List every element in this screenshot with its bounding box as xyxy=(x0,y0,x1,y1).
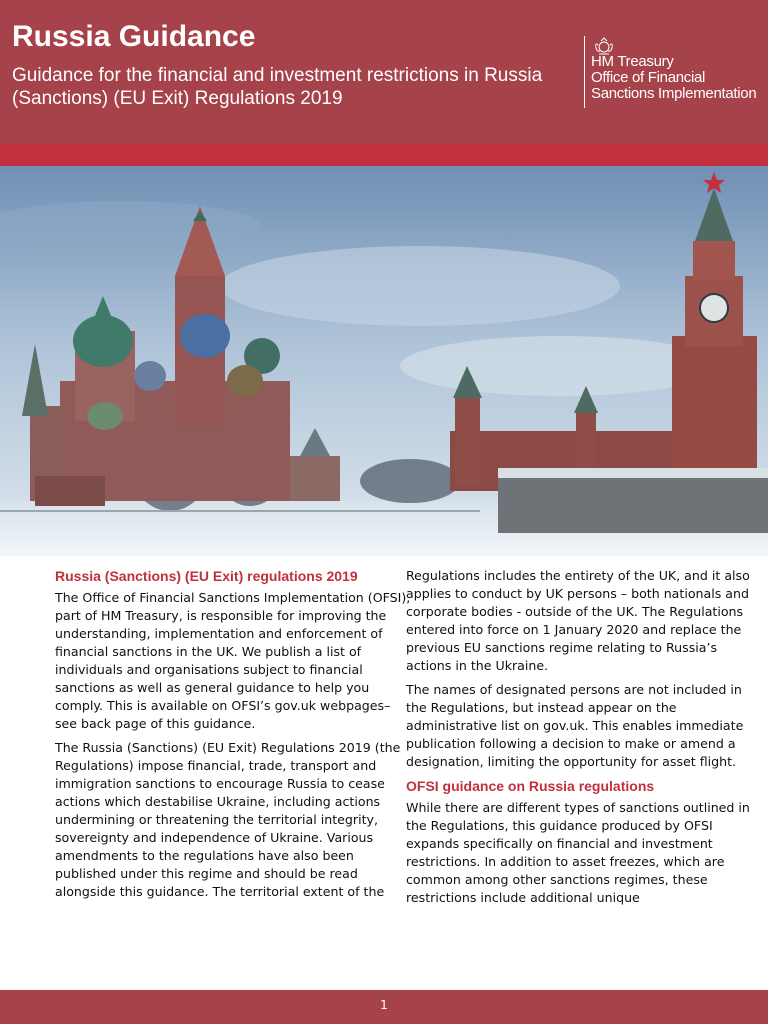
section-heading-ofsi-guidance: OFSI guidance on Russia regulations xyxy=(406,778,655,794)
paragraph-territorial-extent: Regulations includes the entirety of the UK, and it also applies to conduct by UK persons – both nationals and corporate bodies - outside of the UK. The Regulations entered into force on 1 January 2020 and replace the previous EU sanctions regime relating to Russia’s actions in the Ukraine. xyxy=(406,568,750,673)
page-subtitle: Guidance for the financial and investment restrictions in Russia (Sanctions) (EU Exit) Regulations 2019 xyxy=(12,65,543,109)
paragraph-designated-persons: The names of designated persons are not included in the Regulations, but instead appear on the administrative list on gov.uk. This enables immediate publication following a decision to make or amend a designation, limiting the opportunity for asset flight. xyxy=(406,682,744,769)
header-accent-strip xyxy=(0,144,768,166)
paragraph-regulations: The Russia (Sanctions) (EU Exit) Regulations 2019 (the Regulations) impose financial, trade, transport and immigration sanctions to encourage Russia to cease actions which destabilise Ukraine, including actions undermining or threatening the territorial integrity, sovereignty and independence of Ukraine. Various amendments to the regulations have also been published under this regime and should be read alongside this guidance. The territorial extent of the xyxy=(55,740,401,899)
paragraph-ofsi-intro: The Office of Financial Sanctions Implementation (OFSI), part of HM Treasury, is responsible for improving the understanding, implementation and enforcement of financial sanctions in the UK. We publish a list of individuals and organisations subject to financial sanctions as well as general guidance to help you comply. This is available on OFSI’s gov.uk webpages– see back page of this guidance. xyxy=(55,590,411,731)
org-line-treasury: HM Treasury xyxy=(591,53,674,70)
section-heading-regulations: Russia (Sanctions) (EU Exit) regulations 2019 xyxy=(55,568,358,584)
org-line-office: Office of Financial xyxy=(591,69,706,86)
right-column xyxy=(406,567,762,913)
left-column xyxy=(55,567,411,907)
page-title: Russia Guidance xyxy=(12,20,256,53)
paragraph-sanctions-types: While there are different types of sanctions outlined in the Regulations, this guidance produced by OFSI expands specifically on financial and investment restrictions. In addition to asset freezes, which are common among other sanctions regimes, these restrictions include additional unique xyxy=(406,800,750,905)
moscow-red-square-photo xyxy=(0,166,768,556)
page-header xyxy=(0,0,768,144)
page-footer xyxy=(0,990,768,1024)
org-line-sanctions: Sanctions Implementation xyxy=(591,85,757,102)
page-number: 1 xyxy=(380,998,388,1012)
hm-treasury-logo xyxy=(584,36,766,108)
